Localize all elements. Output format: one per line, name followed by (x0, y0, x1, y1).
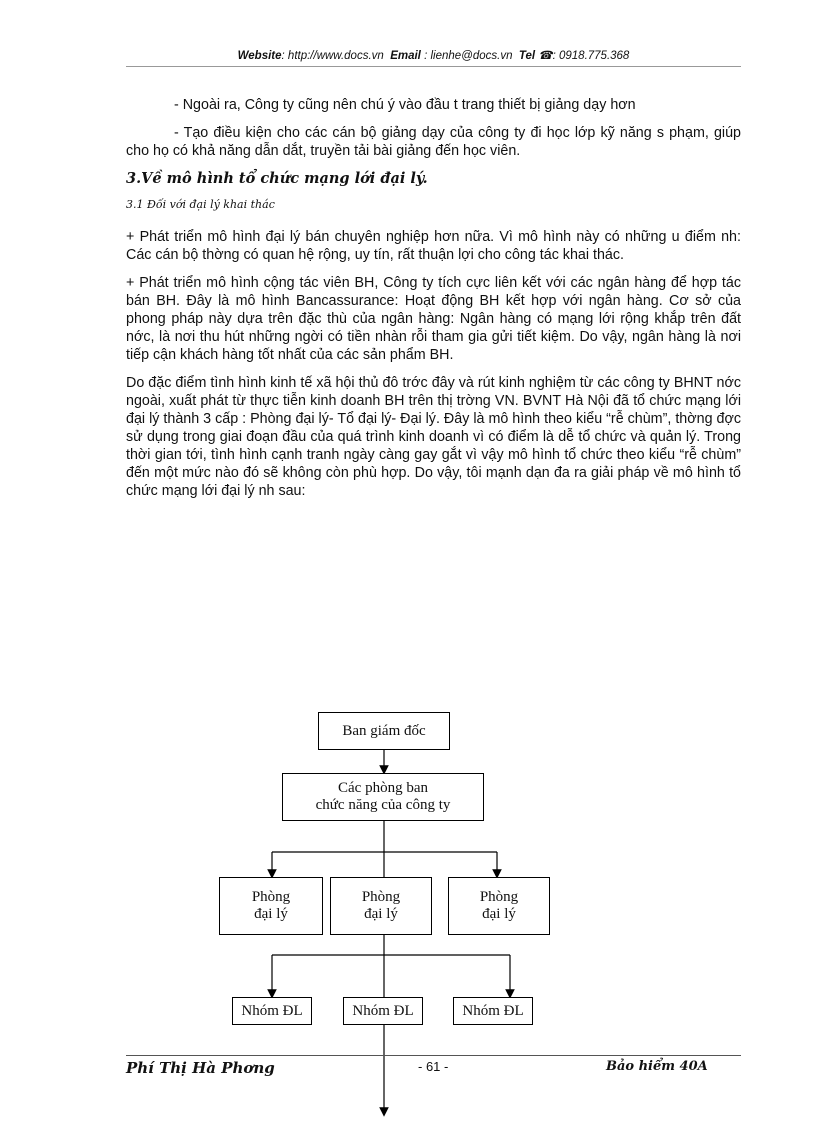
node-dept-label-2: đại lý (482, 906, 516, 922)
phone-icon: ☎ (538, 50, 553, 62)
node-dept-label-1: Phòng (361, 889, 401, 905)
node-group-label: Nhóm ĐL (241, 1002, 303, 1019)
node-agency-dept-3 (448, 877, 550, 935)
node-agent-group-2 (343, 997, 423, 1025)
email-value: : lienhe@docs.vn (424, 50, 513, 62)
tel-label: Tel (518, 50, 536, 62)
website-value: : http://www.docs.vn (281, 50, 384, 62)
tel-value: : 0918.775.368 (552, 50, 630, 62)
node-group-label: Nhóm ĐL (352, 1002, 414, 1019)
node-dept-label-1: Phòng (479, 889, 519, 905)
section-heading: 3.Về mô hình tổ chức mạng lới đại lý. (126, 170, 428, 187)
node-functional-departments (282, 773, 484, 821)
footer-divider (126, 1055, 741, 1056)
node-dept-label-2: đại lý (364, 906, 398, 922)
footer-page-number: - 61 - (418, 1059, 449, 1074)
paragraph-1: - Ngoài ra, Công ty cũng nên chú ý vào đầu t trang thiết bị giảng dạy hơn (174, 97, 636, 113)
node-board-of-directors (318, 712, 450, 750)
paragraph-4: + Phát triển mô hình cộng tác viên BH, Công ty tích cực liên kết với các ngân hàng để hợp tác bán BH. Đây là mô hình Bancassurance: Hoạt động BH kết hợp với ngân hàng. Cơ sở của phong pháp này dựa trên đặc thù của ngân hàng: Ngân hàng có mạng lới rộng khắp trên đất nớc, là nơi thu hút những ngời có tiền nhàn rỗi tham gia gửi tiết kiệm. Do vậy, ngân hàng là nơi tiếp cận khách hàng tốt nhất của các sản phẩm BH. (126, 275, 741, 363)
node-agency-dept-2 (330, 877, 432, 935)
node-functional-label-2: chức năng của công ty (315, 797, 451, 813)
node-dept-label-1: Phòng (251, 889, 291, 905)
node-group-label: Nhóm ĐL (462, 1002, 524, 1019)
node-agent-group-3 (453, 997, 533, 1025)
node-agent-group-1 (232, 997, 312, 1025)
paragraph-5: Do đặc điểm tình hình kinh tế xã hội thủ đô trớc đây và rút kinh nghiệm từ các công ty BHNT nớc ngoài, xuất phát từ thực tiễn kinh doanh BH trên thị trờng VN. BVNT Hà Nội đã tổ chức mạng lới đại lý thành 3 cấp : Phòng đại lý- Tổ đại lý- Đại lý. Đây là mô hình theo kiểu “rễ chùm”, thờng đợc sử dụng trong giai đoạn đầu của quá trình kinh doanh vì có điểm là dễ tổ chức và quản lý. Trong thời gian tới, tình hình cạnh tranh ngày càng gay gắt vì vậy mô hình tổ chức theo kiểu “rễ chùm” đến một mức nào đó sẽ không còn phù hợp. Do vậy, tôi mạnh dạn đa ra giải pháp về mô hình tổ chức mạng lới đại lý nh sau: (126, 375, 741, 499)
paragraph-2: - Tạo điều kiện cho các cán bộ giảng dạy của công ty đi học lớp kỹ năng s phạm, giúp cho họ có khả năng dẫn dắt, truyền tải bài giảng đến học viên. (126, 125, 741, 159)
website-label: Website (237, 50, 282, 62)
footer-class: Bảo hiểm 40A (606, 1059, 708, 1074)
node-dept-label-2: đại lý (254, 906, 288, 922)
node-board-label: Ban giám đốc (342, 722, 426, 739)
subsection-heading: 3.1 Đối với đại lý khai thác (126, 198, 275, 211)
paragraph-3: + Phát triển mô hình đại lý bán chuyên nghiệp hơn nữa. Vì mô hình này có những u điểm nh: Các cán bộ thờng có quan hệ rộng, uy tín, rất thuận lợi cho công tác khai thác. (126, 229, 741, 263)
email-label: Email (390, 50, 421, 62)
node-functional-label-1: Các phòng ban (338, 780, 428, 796)
footer-author: Phí Thị Hà Phơng (126, 1059, 275, 1077)
node-agency-dept-1 (219, 877, 323, 935)
